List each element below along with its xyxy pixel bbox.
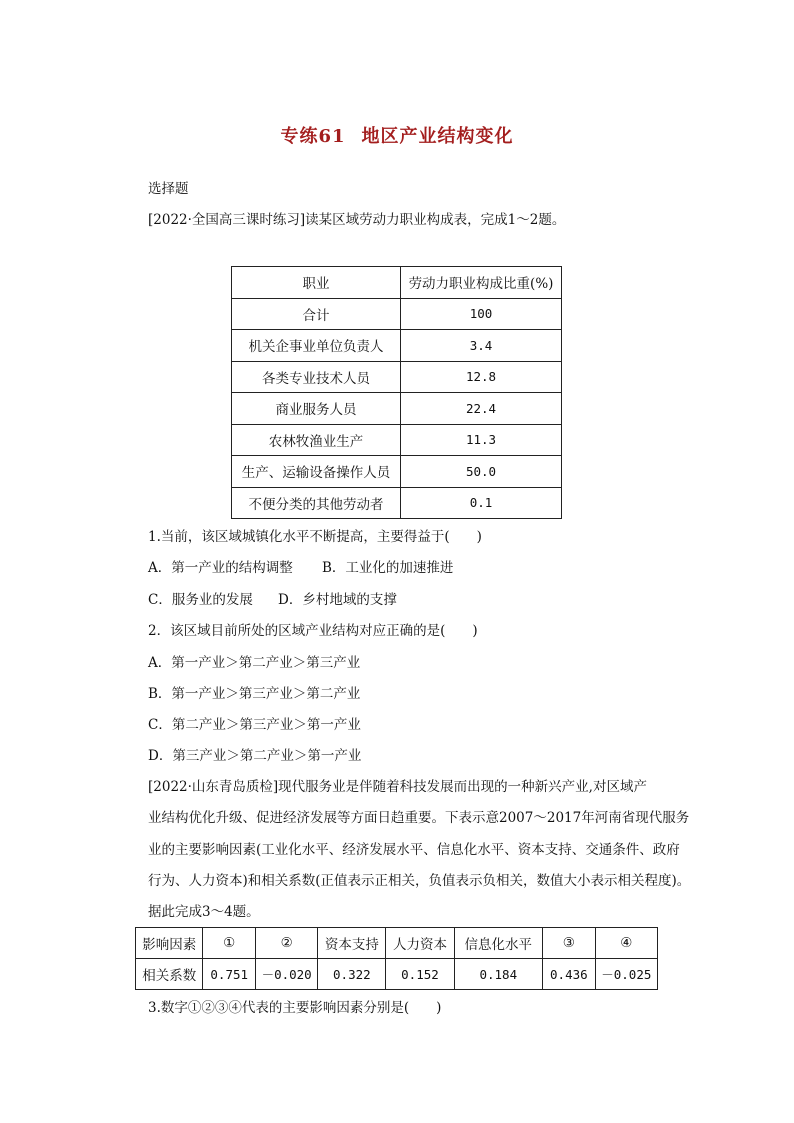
table-row <box>232 298 562 330</box>
table-row <box>232 456 562 488</box>
question-2-option-a: A．第一产业＞第二产业＞第三产业 <box>148 655 361 671</box>
table-row <box>232 361 562 393</box>
occupation-table <box>231 266 562 519</box>
share-cell: 3.4 <box>401 330 562 362</box>
page-title <box>0 122 794 148</box>
share-cell: 12.8 <box>401 361 562 393</box>
occupation-cell: 机关企事业单位负责人 <box>232 330 401 362</box>
value-cell: －0.020 <box>256 959 318 990</box>
header-cell: ④ <box>595 928 657 959</box>
header-cell: 信息化水平 <box>454 928 543 959</box>
occupation-cell: 合计 <box>232 298 401 330</box>
section-label: 选择题 <box>148 181 189 197</box>
value-cell: 0.184 <box>454 959 543 990</box>
intro-2-line: 业结构优化升级、促进经济发展等方面日趋重要。下表示意2007～2017年河南省现代服务 <box>148 810 690 826</box>
header-cell: ② <box>256 928 318 959</box>
question-1-option-c: C．服务业的发展 <box>148 592 253 608</box>
row-label-cell: 相关系数 <box>136 959 203 990</box>
value-cell: －0.025 <box>595 959 657 990</box>
table-row <box>136 959 658 990</box>
header-cell: 人力资本 <box>386 928 454 959</box>
occupation-cell: 各类专业技术人员 <box>232 361 401 393</box>
occupation-cell: 商业服务人员 <box>232 393 401 425</box>
question-1-option-d: D．乡村地域的支撑 <box>278 592 397 608</box>
intro-2-line: 行为、人力资本)和相关系数(正值表示正相关，负值表示负相关，数值大小表示相关程度)。 <box>148 873 691 889</box>
table-header-row <box>136 928 658 959</box>
question-2-option-c: C．第二产业＞第三产业＞第一产业 <box>148 717 361 733</box>
intro-2-line: 据此完成3～4题。 <box>148 904 260 920</box>
intro-2-line: [2022·山东青岛质检]现代服务业是伴随着科技发展而出现的一种新兴产业,对区域产 <box>148 779 647 795</box>
occupation-cell: 生产、运输设备操作人员 <box>232 456 401 488</box>
occupation-cell: 不便分类的其他劳动者 <box>232 487 401 519</box>
question-2-option-d: D．第三产业＞第二产业＞第一产业 <box>148 748 362 764</box>
share-cell: 0.1 <box>401 487 562 519</box>
header-cell: 资本支持 <box>318 928 386 959</box>
intro-2-line: 业的主要影响因素(工业化水平、经济发展水平、信息化水平、资本支持、交通条件、政府 <box>148 842 680 858</box>
question-2-option-b: B．第一产业＞第三产业＞第二产业 <box>148 686 361 702</box>
table-row <box>232 393 562 425</box>
header-cell: 劳动力职业构成比重(%) <box>401 267 562 299</box>
title-main: 地区产业结构变化 <box>361 126 514 147</box>
question-3-stem: 3.数字①②③④代表的主要影响因素分别是( ) <box>148 1000 442 1016</box>
question-2-stem: 2．该区域目前所处的区域产业结构对应正确的是( ) <box>148 623 478 639</box>
share-cell: 100 <box>401 298 562 330</box>
share-cell: 11.3 <box>401 424 562 456</box>
value-cell: 0.436 <box>543 959 596 990</box>
value-cell: 0.751 <box>203 959 256 990</box>
share-cell: 22.4 <box>401 393 562 425</box>
header-cell: ③ <box>543 928 596 959</box>
title-prefix: 专练61 <box>280 126 346 147</box>
value-cell: 0.152 <box>386 959 454 990</box>
question-1-option-a: A．第一产业的结构调整 <box>148 560 293 576</box>
table-row <box>232 330 562 362</box>
table-header-row <box>232 267 562 299</box>
intro-1: [2022·全国高三课时练习]读某区域劳动力职业构成表，完成1～2题。 <box>148 212 566 228</box>
table-row <box>232 487 562 519</box>
table-row <box>232 424 562 456</box>
header-cell: 影响因素 <box>136 928 203 959</box>
occupation-cell: 农林牧渔业生产 <box>232 424 401 456</box>
share-cell: 50.0 <box>401 456 562 488</box>
header-cell: ① <box>203 928 256 959</box>
value-cell: 0.322 <box>318 959 386 990</box>
question-1-option-b: B．工业化的加速推进 <box>322 560 454 576</box>
header-cell: 职业 <box>232 267 401 299</box>
question-1-stem: 1.当前，该区域城镇化水平不断提高，主要得益于( ) <box>148 529 482 545</box>
factor-table <box>135 927 658 990</box>
